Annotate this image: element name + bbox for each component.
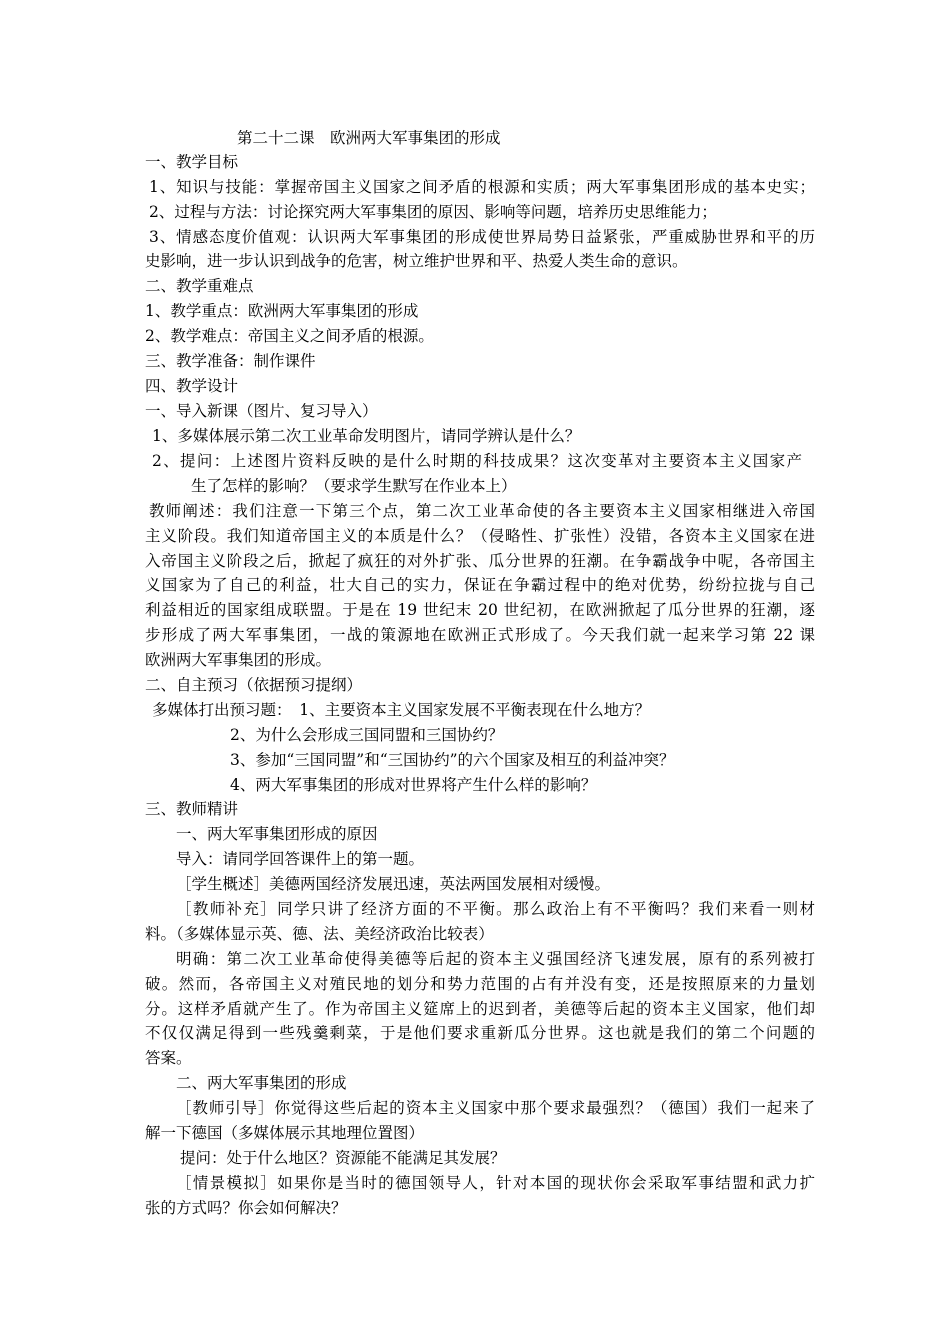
paragraph-line: 2、提问：上述图片资料反映的是什么时期的科技成果？这次变革对主要资本主义国家产 <box>152 452 802 470</box>
paragraph-line: 1、教学重点：欧洲两大军事集团的形成 <box>145 302 419 320</box>
paragraph-line: 2、过程与方法：讨论探究两大军事集团的原因、影响等问题，培养历史思维能力； <box>149 203 717 221</box>
paragraph-line: 解一下德国（多媒体展示其地理位置图） <box>145 1124 425 1142</box>
paragraph-line: 1、多媒体展示第二次工业革命发明图片，请同学辨认是什么？ <box>152 427 581 445</box>
paragraph-line: 史影响，进一步认识到战争的危害，树立维护世界和平、热爱人类生命的意识。 <box>145 252 688 270</box>
paragraph-line: ［学生概述］美德两国经济发展迅速，英法两国发展相对缓慢。 <box>176 875 611 893</box>
paragraph-line: 导入：请同学回答课件上的第一题。 <box>176 850 425 868</box>
paragraph-line: 主义阶段。我们知道帝国主义的本质是什么？（侵略性、扩张性）没错，各资本主义国家在进 <box>145 527 815 545</box>
paragraph-line: 教师阐述：我们注意一下第三个点，第二次工业革命使的各主要资本主义国家相继进入帝国 <box>149 502 815 520</box>
paragraph-line: ［教师引导］你觉得这些后起的资本主义国家中那个要求最强烈？（德国）我们一起来了 <box>176 1099 815 1117</box>
paragraph-line: 明确：第二次工业革命使得美德等后起的资本主义强国经济飞速发展，原有的系列被打 <box>176 950 815 968</box>
paragraph-line: 2、为什么会形成三国同盟和三国协约？ <box>230 726 504 744</box>
paragraph-line: ［情景模拟］如果你是当时的德国领导人，针对本国的现状你会采取军事结盟和武力扩 <box>176 1174 815 1192</box>
subsection-heading: 一、导入新课（图片、复习导入） <box>145 402 378 420</box>
lesson-title: 第二十二课 欧洲两大军事集团的形成 <box>237 129 501 147</box>
paragraph-line: 多媒体打出预习题： 1、主要资本主义国家发展不平衡表现在什么地方？ <box>152 701 651 719</box>
paragraph-line: 破。然而，各帝国主义对殖民地的划分和势力范围的占有并没有变，还是按照原来的力量划 <box>145 975 815 993</box>
paragraph-line: 1、知识与技能：掌握帝国主义国家之间矛盾的根源和实质；两大军事集团形成的基本史实； <box>149 178 815 196</box>
paragraph-line: 3、情感态度价值观：认识两大军事集团的形成使世界局势日益紧张，严重威胁世界和平的历 <box>149 228 815 246</box>
paragraph-line: 4、两大军事集团的形成对世界将产生什么样的影响？ <box>230 776 597 794</box>
section-heading: 一、教学目标 <box>145 153 239 171</box>
subsection-heading: 一、两大军事集团形成的原因 <box>176 825 378 843</box>
paragraph-line: 不仅仅满足得到一些残羹剩菜，于是他们要求重新瓜分世界。这也就是我们的第二个问题的 <box>145 1024 815 1042</box>
paragraph-line: 料。（多媒体显示英、德、法、美经济政治比较表） <box>145 925 494 943</box>
subsection-heading: 二、自主预习（依据预习提纲） <box>145 676 363 694</box>
paragraph-line: 3、参加“三国同盟”和“三国协约”的六个国家及相互的利益冲突？ <box>230 751 675 769</box>
paragraph-line: 生了怎样的影响？（要求学生默写在作业本上） <box>191 477 517 495</box>
paragraph-line: 2、教学难点：帝国主义之间矛盾的根源。 <box>145 327 434 345</box>
section-heading: 四、教学设计 <box>145 377 239 395</box>
section-heading: 三、教学准备：制作课件 <box>145 352 316 370</box>
paragraph-line: 答案。 <box>145 1049 192 1067</box>
paragraph-line: 欧洲两大军事集团的形成。 <box>145 651 332 669</box>
paragraph-line: 分。这样矛盾就产生了。作为帝国主义筵席上的迟到者，美德等后起的资本主义国家，他们却 <box>145 1000 815 1018</box>
paragraph-line: 提问：处于什么地区？资源能不能满足其发展？ <box>180 1149 506 1167</box>
paragraph-line: 张的方式吗？你会如何解决？ <box>145 1199 347 1217</box>
paragraph-line: 步形成了两大军事集团，一战的策源地在欧洲正式形成了。今天我们就一起来学习第 22 课 <box>145 626 815 644</box>
subsection-heading: 二、两大军事集团的形成 <box>176 1074 347 1092</box>
paragraph-line: 利益相近的国家组成联盟。于是在 19 世纪末 20 世纪初，在欧洲掀起了瓜分世界的狂潮，逐 <box>145 601 815 619</box>
paragraph-line: ［教师补充］同学只讲了经济方面的不平衡。那么政治上有不平衡吗？我们来看一则材 <box>176 900 815 918</box>
paragraph-line: 入帝国主义阶段之后，掀起了疯狂的对外扩张、瓜分世界的狂潮。在争霸战争中呢，各帝国主 <box>145 552 815 570</box>
subsection-heading: 三、教师精讲 <box>145 800 239 818</box>
paragraph-line: 义国家为了自己的利益，壮大自己的实力，保证在争霸过程中的绝对优势，纷纷拉拢与自己 <box>145 576 815 594</box>
section-heading: 二、教学重难点 <box>145 277 254 295</box>
